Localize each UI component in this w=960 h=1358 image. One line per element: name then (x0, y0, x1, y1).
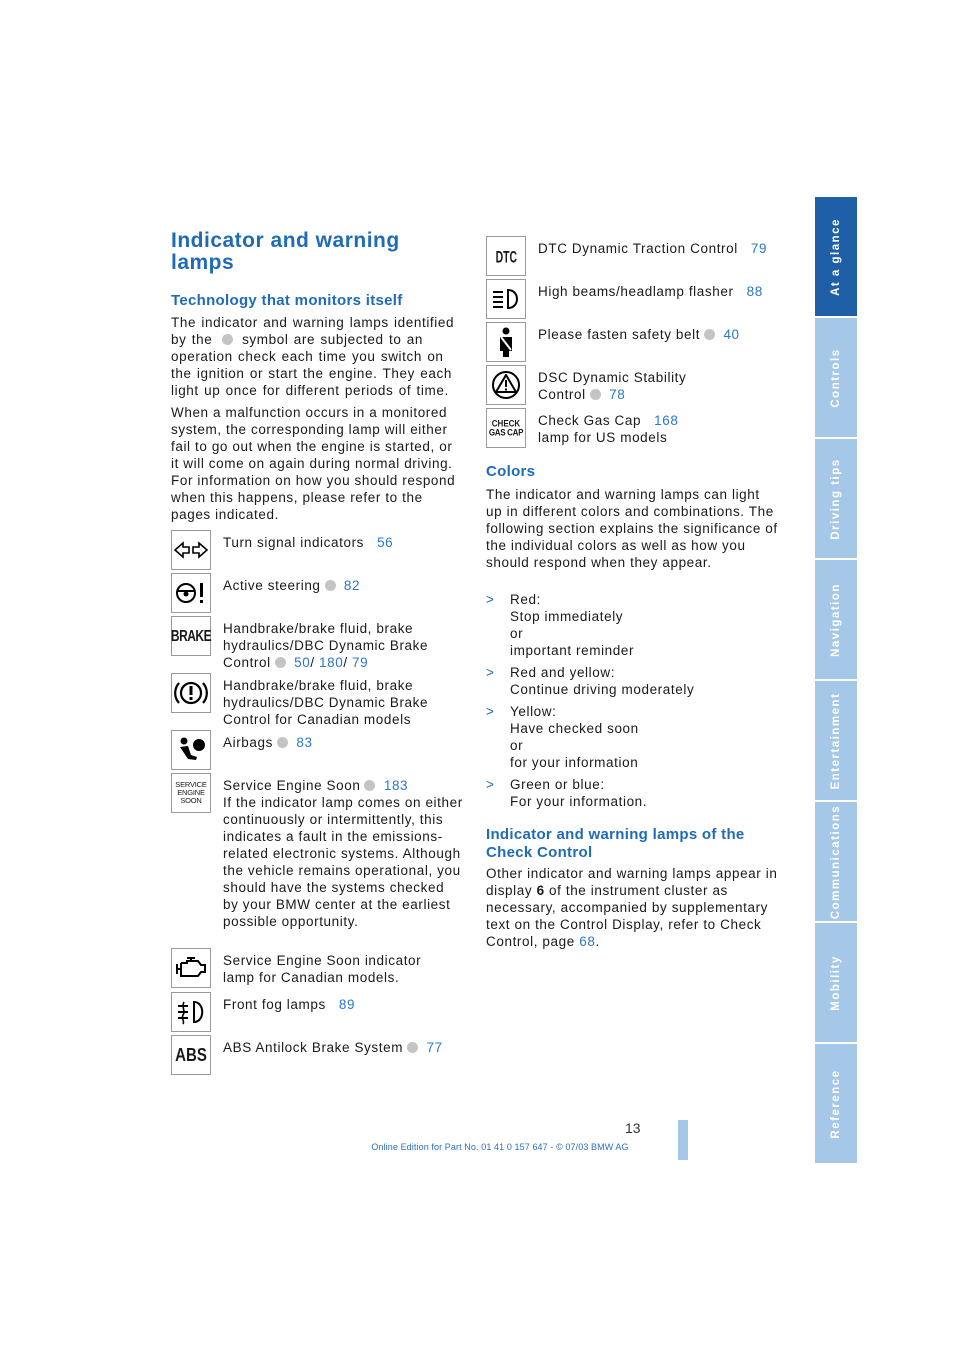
page-separator: / (343, 655, 353, 670)
brake-icon-text: BRAKE (170, 626, 212, 646)
lamp-description: lamp for US models (538, 430, 668, 445)
intro-paragraph-1 (171, 314, 463, 399)
para-text: symbol are subjected to an operation check each time you switch on the ignition or start the engine. They each light up once for different periods of time. (171, 332, 452, 398)
lamp-label: Handbrake/brake fluid, brake hydraulics/DBC Dynamic Brake Control for Canadian models (223, 678, 429, 727)
list-item (486, 703, 776, 771)
tab-communications[interactable] (815, 802, 857, 921)
bullet-line: for your information (510, 755, 639, 770)
tab-label: Driving tips (830, 457, 842, 540)
lamp-label: Service Engine Soon indicator lamp for Canadian models. (223, 953, 422, 985)
chapter-tabs (815, 197, 857, 1165)
list-item (486, 664, 776, 698)
icon-text: ENGINE (177, 788, 205, 797)
lamp-label: Turn signal indicators (223, 535, 365, 550)
page-separator: / (310, 655, 320, 670)
bullet-line: Green or blue: (510, 777, 605, 792)
check-control-paragraph (486, 865, 778, 950)
page-link[interactable]: 180 (319, 655, 344, 670)
footer (0, 1142, 960, 1152)
dtc-icon (486, 236, 526, 276)
tab-navigation[interactable] (815, 560, 857, 679)
tab-driving-tips[interactable] (815, 439, 857, 558)
check-dot-icon (364, 780, 375, 791)
lamp-label: Please fasten safety belt (538, 327, 701, 342)
icon-text: SERVICE (175, 780, 207, 789)
active-steering-icon (171, 573, 211, 613)
bullet-arrow-icon: > (486, 777, 495, 792)
check-dot-icon (325, 580, 336, 591)
tab-label: Communications (830, 804, 842, 919)
tab-label: Reference (830, 1068, 842, 1139)
engine-icon (171, 948, 211, 988)
front-fog-lamp-icon (171, 992, 211, 1032)
page-link[interactable]: 68 (579, 934, 596, 949)
tab-controls[interactable] (815, 318, 857, 437)
page-number: 13 (625, 1120, 641, 1136)
dsc-icon (486, 365, 526, 405)
abs-icon (171, 1035, 211, 1075)
intro-paragraph-2: When a malfunction occurs in a monitored system, the corresponding lamp will either fail to go out when the engine is started, or it will come on again during normal driving. For information on how you should respond when this happens, please refer to the pages indicated. (171, 405, 456, 522)
bullet-line: Red: (510, 592, 541, 607)
lamp-label: Front fog lamps (223, 997, 326, 1012)
tab-at-a-glance[interactable] (815, 197, 857, 316)
bullet-arrow-icon: > (486, 704, 495, 719)
lamp-label: Airbags (223, 735, 273, 750)
bullet-line: Continue driving moderately (510, 682, 695, 697)
bullet-line: important reminder (510, 643, 635, 658)
tab-label: At a glance (830, 217, 842, 296)
bullet-line: Stop immediately (510, 609, 624, 624)
lamp-description: If the indicator lamp comes on either continuously or intermittently, this indicates a fault in the emissions-related electronic systems. Although the vehicle remains operational, you should have the systems checked by your BMW center at the earliest possible opportunity. (223, 795, 463, 929)
list-item (486, 591, 776, 659)
brake-circle-icon (171, 673, 211, 713)
check-dot-icon (277, 737, 288, 748)
check-dot-icon (407, 1042, 418, 1053)
check-dot-icon (704, 329, 715, 340)
para-text: . (595, 934, 600, 949)
display-number: 6 (536, 883, 545, 898)
icon-text: GAS CAP (488, 427, 524, 438)
lamp-label: High beams/headlamp flasher (538, 284, 734, 299)
colors-intro: The indicator and warning lamps can light up in different colors and combinations. The following section explains the significance of the individual colors as well as how you should respond when they appear. (486, 487, 778, 570)
bullet-line: or (510, 738, 524, 753)
lamp-label: Check Gas Cap (538, 413, 642, 428)
para-text: The indicator and warning lamps identified by the (171, 315, 455, 347)
para-text: Other indicator and warning lamps appear in display (486, 866, 778, 898)
tab-entertainment[interactable] (815, 681, 857, 800)
tab-label: Mobility (830, 954, 842, 1011)
icon-text: CHECK (491, 418, 521, 429)
section-heading-technology: Technology that monitors itself (171, 292, 403, 309)
seat-belt-icon (486, 322, 526, 362)
page-link[interactable]: 183 (383, 778, 409, 793)
check-dot-icon (275, 657, 286, 668)
lamp-label: Service Engine Soon (223, 778, 361, 793)
page-marker-bar (678, 1120, 688, 1160)
page-link[interactable]: 168 (654, 413, 679, 428)
bullet-arrow-icon: > (486, 592, 495, 607)
page-link[interactable]: 50 (294, 655, 311, 670)
bullet-line: or (510, 626, 524, 641)
page-link[interactable]: 88 (746, 284, 763, 299)
page-link[interactable]: 79 (750, 241, 768, 256)
dtc-icon-text: DTC (495, 246, 517, 266)
icon-text: SOON (180, 796, 202, 805)
bullet-line: Have checked soon (510, 721, 639, 736)
lamp-label: Handbrake/brake fluid, brake hydraulics/DBC Dynamic Brake Control (223, 621, 429, 670)
tab-label: Controls (830, 347, 842, 408)
tab-label: Entertainment (830, 692, 842, 789)
lamp-label: Active steering (223, 578, 321, 593)
page-title: Indicator and warning lamps (171, 229, 400, 274)
turn-signal-icon (171, 530, 211, 570)
lamp-label: DTC Dynamic Traction Control (538, 241, 738, 256)
bullet-arrow-icon: > (486, 665, 495, 680)
page-link[interactable]: 40 (723, 327, 740, 342)
list-item (486, 776, 776, 810)
lamp-label: ABS Antilock Brake System (223, 1040, 404, 1055)
page-link[interactable]: 56 (377, 535, 394, 550)
tab-mobility[interactable] (815, 923, 857, 1042)
check-dot-icon (222, 334, 233, 345)
brake-icon (171, 616, 211, 656)
page-link[interactable]: 82 (343, 578, 361, 593)
tab-label: Navigation (830, 582, 842, 657)
page-link[interactable]: 78 (609, 387, 626, 402)
page-link[interactable]: 83 (296, 735, 313, 750)
service-engine-soon-icon (171, 773, 211, 813)
section-heading-colors: Colors (486, 463, 536, 480)
bullet-line: For your information. (510, 794, 648, 809)
bullet-line: Red and yellow: (510, 665, 616, 680)
airbag-icon (171, 730, 211, 770)
check-gas-cap-icon (486, 408, 526, 448)
high-beam-icon (486, 279, 526, 319)
page-link[interactable]: 79 (352, 655, 369, 670)
footer-text: Online Edition for Part No. 01 41 0 157 647 - © 07/03 BMW AG (371, 1142, 629, 1152)
bullet-line: Yellow: (510, 704, 557, 719)
abs-icon-text: ABS (175, 1044, 207, 1066)
check-dot-icon (590, 389, 601, 400)
section-heading-check-control: Indicator and warning lamps of the Check Control (486, 826, 745, 861)
page-link[interactable]: 77 (426, 1040, 443, 1055)
para-text: of the instrument cluster as necessary, accompanied by supplementary text on the Control Display, refer to Check Control, page (486, 883, 769, 949)
color-list (486, 591, 776, 815)
page-link[interactable]: 89 (338, 997, 356, 1012)
lamp-label: DSC Dynamic Stability Control (538, 370, 687, 402)
